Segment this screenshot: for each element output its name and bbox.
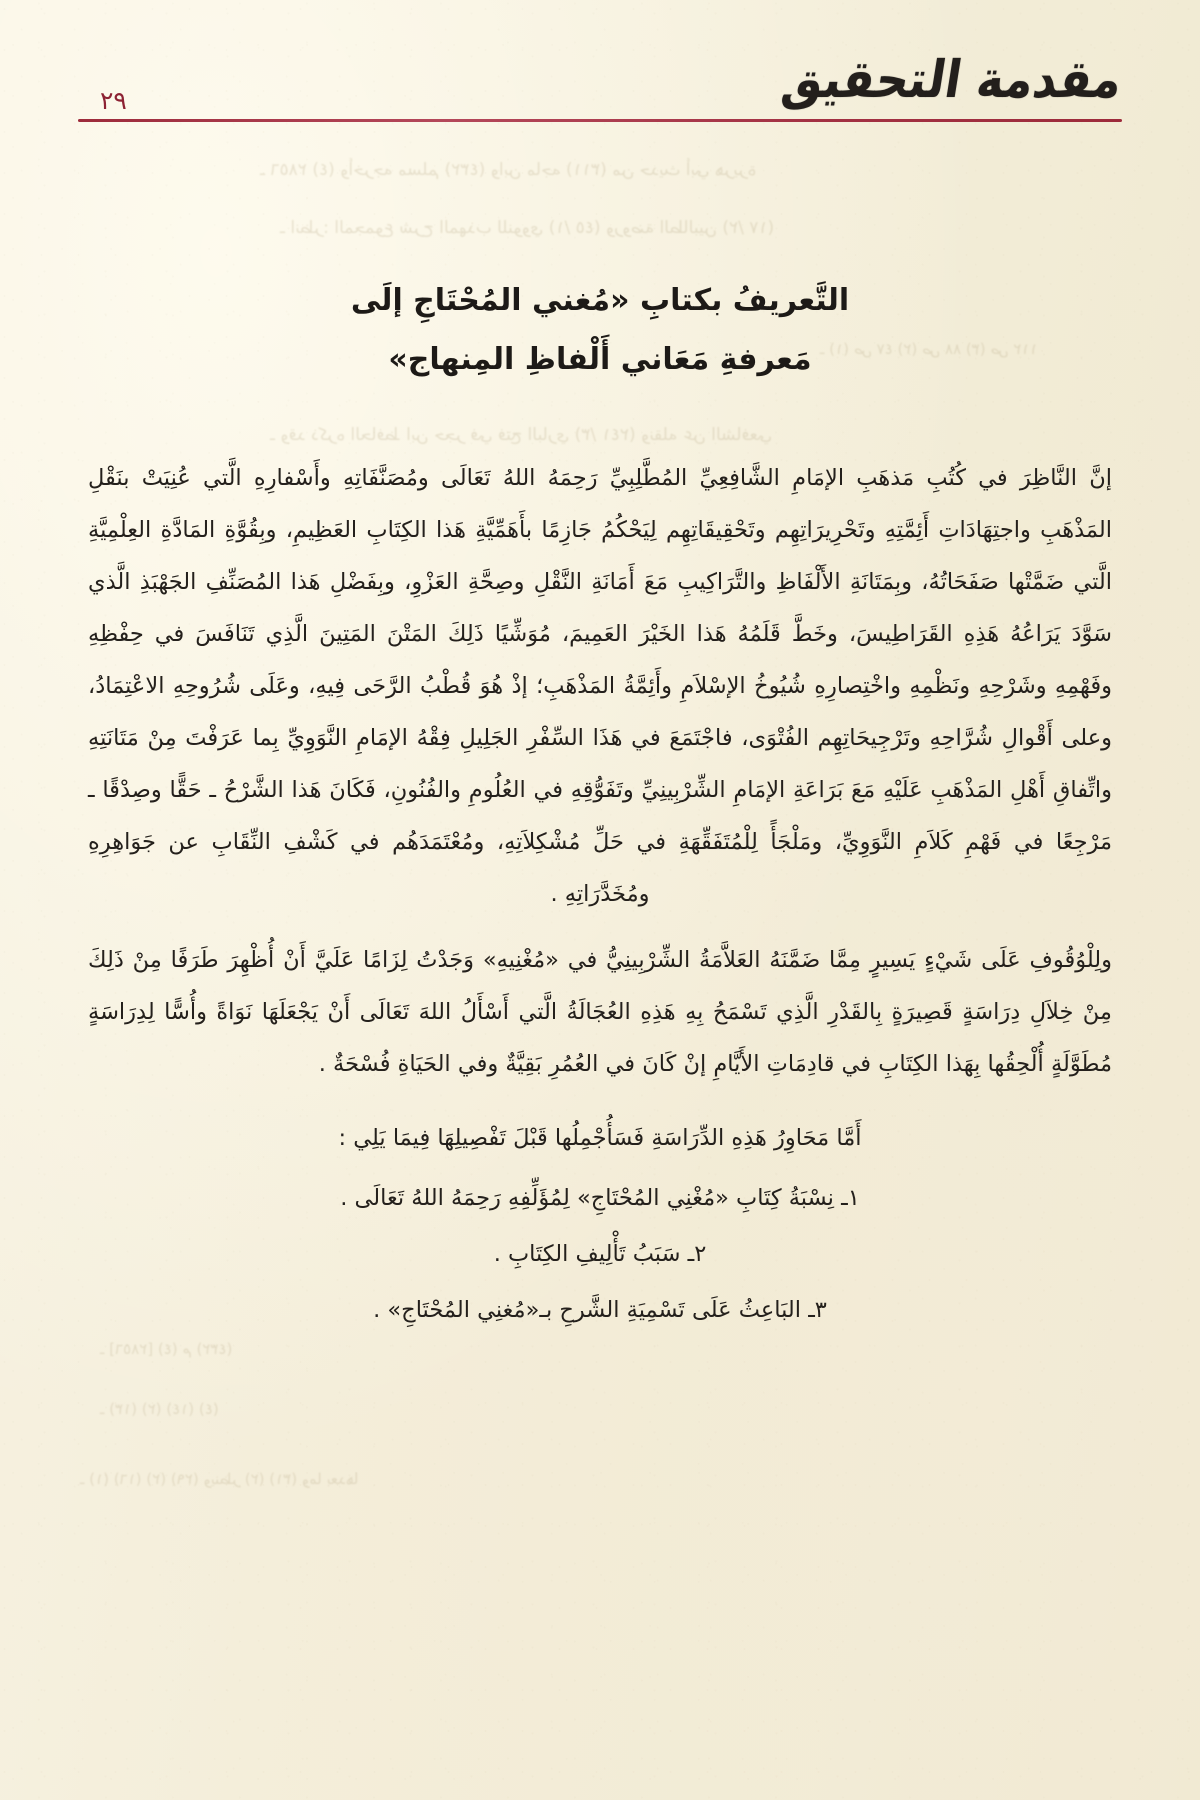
- list-intro-line: أَمَّا مَحَاوِرُ هَذِهِ الدِّرَاسَةِ فَسَأُجْمِلُها قَبْلَ تَفْصِيلِهَا فِيمَا يَلِي :: [338, 1125, 862, 1151]
- list-item-marker: ١ـ: [841, 1185, 860, 1211]
- list-item: [88, 1282, 1112, 1338]
- list-item-text: البَاعِثُ عَلَى تَسْمِيَةِ الشَّرحِ بـ«مُغنِي المُحْتَاجِ» .: [373, 1297, 802, 1323]
- showthrough-line: ـ انظر: المجموع شرح المهذب للنووي (١/ ٤٥) وروضة الطالبين (٢/ ١٧): [280, 218, 775, 238]
- paragraph-2: ولِلْوُقُوفِ عَلَى شَيْءٍ يَسِيرٍ مِمَّا ضَمَّنَهُ العَلاَّمَةُ الشِّرْبِينِيُّ في «مُغْنِيهِ» وَجَدْتُ لِزَامًا عَلَيَّ أَنْ أُظْهِرَ طَرَفًا مِنْ ذَلِكَ مِنْ خِلاَلِ دِرَاسَةٍ قَصِيرَةٍ بِالقَدْرِ الَّذِي تَسْمَحُ بِهِ هَذِهِ العُجَالَةُ الَّتي أَسْأَلُ اللهَ تَعَالَى أَنْ يَجْعَلَهَا نَوَاةً وأُسًّا لِدِرَاسَةٍ مُطَوَّلَةٍ أُلْحِقُها بِهَذا الكِتَابِ في قادِمَاتِ الأَيَّامِ إنْ كَانَ في العُمُرِ بَقِيَّةٌ وفي الحَيَاةِ فُسْحَةٌ .: [88, 947, 1112, 1077]
- list-item: [88, 1226, 1112, 1282]
- list-item-text: نِسْبَةُ كِتَابِ «مُغْنِي المُحْتَاجِ» لِمُؤَلِّفِهِ رَحِمَهُ اللهُ تَعَالَى .: [340, 1185, 834, 1211]
- list-item-marker: ٣ـ: [808, 1297, 827, 1323]
- paragraph-1: إنَّ النَّاظِرَ في كُتُبِ مَذهَبِ الإمَامِ الشَّافِعِيِّ المُطَّلِبِيِّ رَحِمَهُ اللهُ تَعَالَى ومُصَنَّفَاتِهِ وأَسْفارِهِ الَّتي عُنِيَتْ بنَقْلِ المَذْهَبِ واجتِهَادَاتِ أَئِمَّتِهِ وتَحْرِيرَاتِهِم وتَحْقِيقَاتِهِم لِيَحْكُمُ جَازِمًا بأَهَمِّيَّةِ هَذا الكِتَابِ العَظِيمِ، وبِقُوَّةِ المَادَّةِ العِلْمِيَّةِ الَّتي ضَمَّتْها صَفَحَاتُهُ، وبِمَتَانَةِ الأَلْفَاظِ والتَّرَاكِيبِ مَعَ أَمَانَةِ النَّقْلِ وصِحَّةِ العَزْوِ، وبِفَضْلِ هَذا المُصَنِّفِ الجَهْبَذِ الَّذي سَوَّدَ يَرَاعُهُ هَذِهِ القَرَاطِيسَ، وخَطَّ قَلَمُهُ هَذا الخَيْرَ العَمِيمَ، مُوَشِّيًا ذَلِكَ المَتْنَ المَتِينَ الَّذِي تَنَافَسَ في حِفْظِهِ وفَهْمِهِ وشَرْحِهِ ونَظْمِهِ واخْتِصارِهِ شُيُوخُ الإسْلاَمِ وأَئِمَّةُ المَذْهَبِ؛ إذْ هُوَ قُطْبُ الرَّحَى فِيهِ، وعَلَى شُرُوحِهِ الاعْتِمَادُ، وعلى أَقْوالِ شُرَّاحِهِ وتَرْجِيحَاتِهِم الفُتْوَى، فاجْتَمَعَ في هَذَا السِّفْرِ الجَلِيلِ فِقْهُ الإمَامِ النَّوَوِيِّ بِما عَرَفْتَ مِنْ مَتَانَتِهِ واتِّفاقِ أَهْلِ المَذْهَبِ عَلَيْهِ مَعَ بَرَاعَةِ الإمَامِ الشِّرْبِينِيِّ وتَفَوُّقِهِ في العُلُومِ والفُنُونِ، فَكَانَ هَذا الشَّرْحُ ـ حَقًّا وصِدْقًا ـ مَرْجِعًا في فَهْمِ كَلاَمِ النَّوَوِيِّ، ومَلْجَأً لِلْمُتَفَقِّهَةِ في حَلِّ مُشْكِلاَتِهِ، ومُعْتَمَدَهُم في كَشْفِ النِّقَابِ عن جَوَاهِرِهِ ومُخَدَّرَاتِهِ .: [88, 465, 1112, 907]
- showthrough-line: ـ (١٣) (٢) (١٤) (٤): [100, 1400, 219, 1418]
- showthrough-line: ـ (١) (١٦) (٢) (٢٩) وينظر (٢) (٣١) وما بعدها: [80, 1470, 359, 1488]
- page-title-line-2: مَعرفةِ مَعَاني أَلْفاظِ المِنهاج»: [388, 341, 812, 377]
- page-title-line-1: التَّعريفُ بكتابِ «مُغني المُحْتَاجِ إلَى: [350, 283, 850, 319]
- list-item: [88, 1170, 1112, 1226]
- page-number: ٢٩: [100, 86, 127, 115]
- showthrough-line: ـ (١) ص ٤٧ (٢) ص ٨٨ (٣) ص ١١٢: [820, 340, 1038, 358]
- page-title: [190, 272, 1010, 389]
- list-item-marker: ٢ـ: [687, 1241, 707, 1267]
- showthrough-line: ـ وقد ذكره الحافظ ابن حجر في فتح الباري (٣/ ٢٤١) ونقله عن الشافعي: [270, 425, 772, 445]
- list-item-text: سَبَبُ تَأْلِيفِ الكِتَابِ .: [493, 1241, 681, 1267]
- running-head-title: مقدمة التحقيق: [778, 48, 1127, 110]
- numbered-list: [88, 1170, 1112, 1338]
- showthrough-line: ـ ٢٨٥٦ (٤) وأخرجه مسلم (٤٣٢) وابن ماجه (٣١١) من حديث أبي هريرة: [260, 160, 757, 180]
- header-divider-rule: [78, 119, 1122, 122]
- running-head: [78, 48, 1127, 134]
- body-text: [88, 452, 1112, 1338]
- showthrough-line: ـ [٢٨٥٦] (٤) م (٤٣٢): [100, 1340, 233, 1358]
